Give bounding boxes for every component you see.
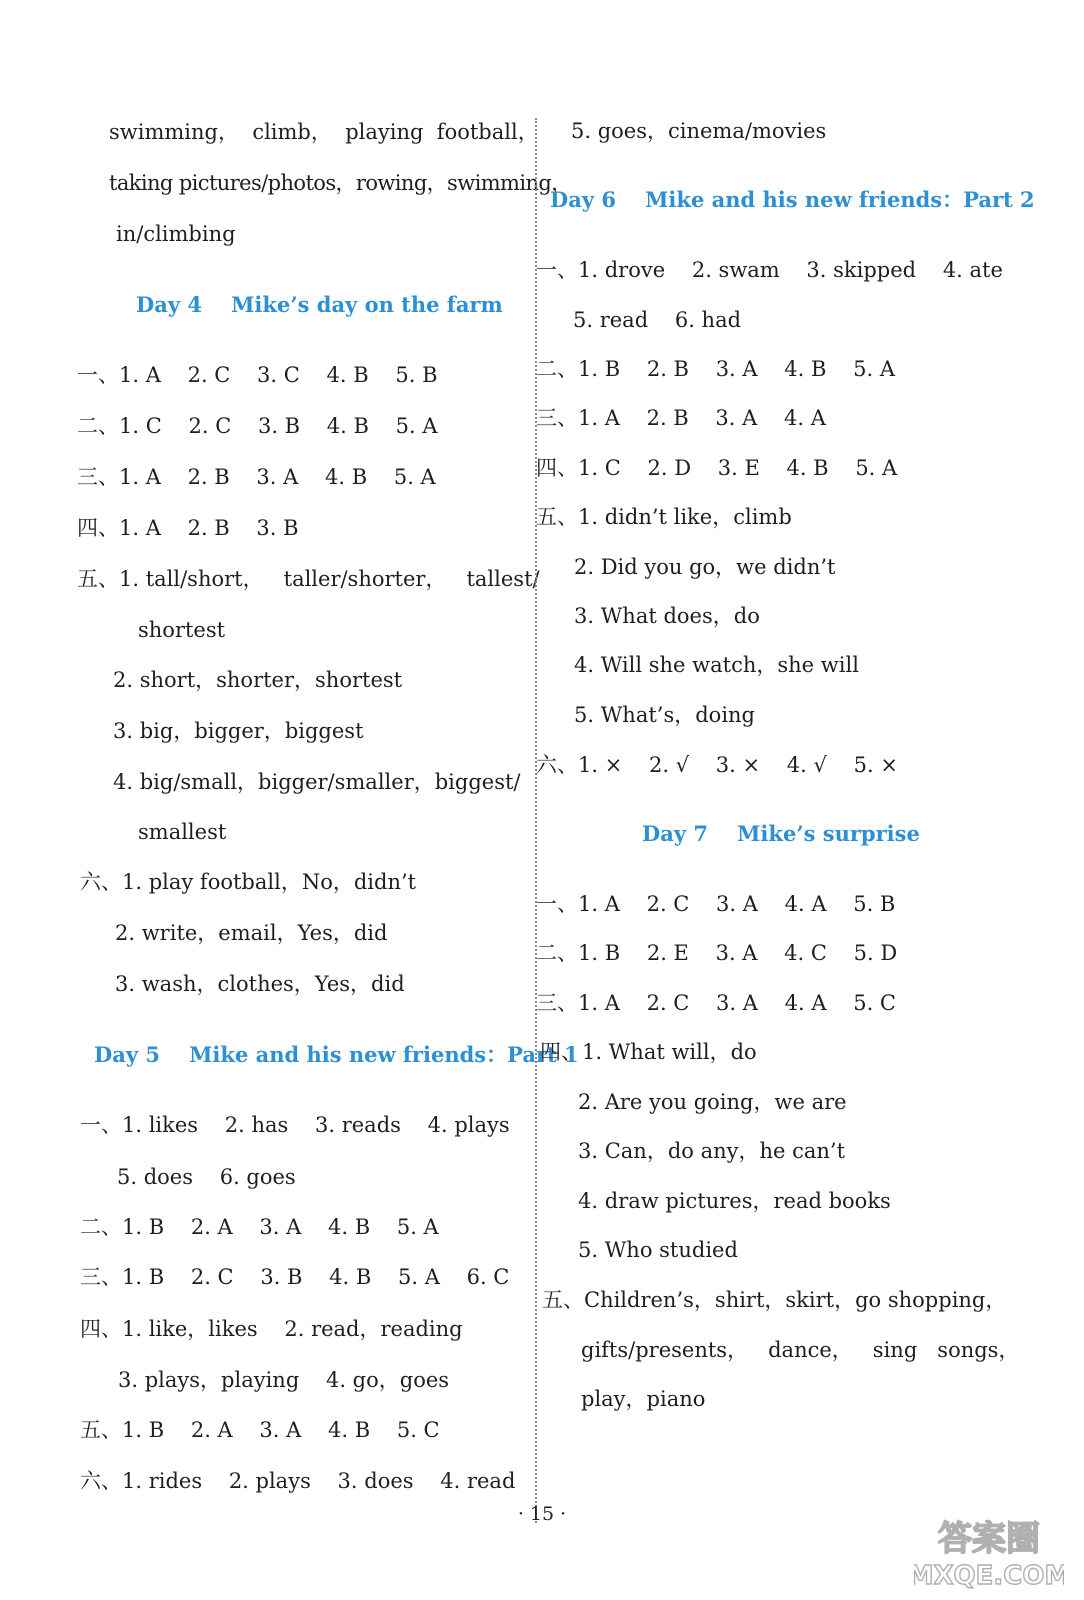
answer-line: 5. does 6. goes [117,1165,296,1189]
watermark-logo [914,1512,1064,1592]
answer-line: 二、1. B 2. A 3. A 4. B 5. A [80,1215,439,1239]
answer-line: 六、1. × 2. √ 3. × 4. √ 5. × [536,753,898,777]
watermark-line-1: 答案圈 [938,1519,1040,1559]
answer-line: 四、1. What will，do [540,1040,757,1064]
section-heading-day-7: Day 7 Mike’s surprise [642,821,920,846]
answer-line: 四、1. C 2. D 3. E 4. B 5. A [536,456,898,480]
watermark-graphic [914,1512,1064,1592]
answer-line: 二、1. B 2. B 3. A 4. B 5. A [536,357,895,381]
answer-line: 一、1. A 2. C 3. C 4. B 5. B [77,363,438,387]
answer-line: 5. goes，cinema/movies [571,119,827,143]
answer-line: 五、Children’s，shirt，skirt，go shopping， [542,1288,1007,1312]
answer-line: 4. draw pictures，read books [578,1189,891,1213]
answer-line: 二、1. B 2. E 3. A 4. C 5. D [536,941,898,965]
answer-line: 四、1. like，likes 2. read，reading [80,1317,463,1341]
answer-line: 5. read 6. had [573,308,742,332]
answer-line: 5. Who studied [578,1238,738,1262]
answer-line: 二、1. C 2. C 3. B 4. B 5. A [77,414,438,438]
answer-line: 4. big/small，bigger/smaller，biggest/ [113,770,521,794]
answer-line: taking pictures/photos，rowing，swimming， [109,171,572,195]
answer-line: swimming， climb， playing football， [109,120,539,144]
column-divider [535,118,537,1523]
answer-line: 六、1. play football，No，didn’t [80,870,417,894]
answer-line: 一、1. A 2. C 3. A 4. A 5. B [536,892,896,916]
answer-line: 3. wash，clothes，Yes，did [115,972,405,996]
answer-line: 3. big，bigger，biggest [113,719,364,743]
answer-line: 一、1. drove 2. swam 3. skipped 4. ate [536,258,1003,282]
answer-line: smallest [138,820,227,844]
answer-line: 五、1. didn’t like，climb [536,505,792,529]
answer-line: gifts/presents， dance， sing songs， [581,1338,1020,1362]
answer-line: play，piano [581,1387,706,1411]
answer-line: 2. short，shorter，shortest [113,668,403,692]
answer-line: 2. Are you going，we are [578,1090,847,1114]
answer-line: 2. write，email，Yes，did [115,921,388,945]
answer-line: 五、1. tall/short， taller/shorter， tallest/ [77,567,540,591]
answer-line: 三、1. A 2. B 3. A 4. B 5. A [77,465,436,489]
answer-line: in/climbing [116,222,236,246]
answer-line: 四、1. A 2. B 3. B [77,516,299,540]
answer-line: 4. Will she watch，she will [574,653,859,677]
section-heading-day-4: Day 4 Mike’s day on the farm [136,292,503,317]
answer-line: 2. Did you go，we didn’t [574,555,836,579]
answer-line: 五、1. B 2. A 3. A 4. B 5. C [80,1418,440,1442]
answer-line: 5. What’s，doing [574,703,756,727]
section-heading-day-5: Day 5 Mike and his new friends：Part 1 [94,1042,579,1067]
answer-line: 3. What does，do [574,604,760,628]
answer-line: 三、1. B 2. C 3. B 4. B 5. A 6. C [80,1265,510,1289]
section-heading-day-6: Day 6 Mike and his new friends：Part 2 [550,187,1035,212]
answer-line: 三、1. A 2. C 3. A 4. A 5. C [536,991,896,1015]
answer-line: shortest [138,618,226,642]
answer-line: 一、1. likes 2. has 3. reads 4. plays [80,1113,510,1137]
page-number: · 15 · [517,1503,567,1525]
answer-line: 三、1. A 2. B 3. A 4. A [536,406,826,430]
answer-line: 3. Can，do any，he can’t [578,1139,846,1163]
answer-line: 3. plays，playing 4. go，goes [118,1368,450,1392]
watermark-line-2: MXQE.COM [914,1561,1064,1591]
answer-line: 六、1. rides 2. plays 3. does 4. read [80,1469,516,1493]
